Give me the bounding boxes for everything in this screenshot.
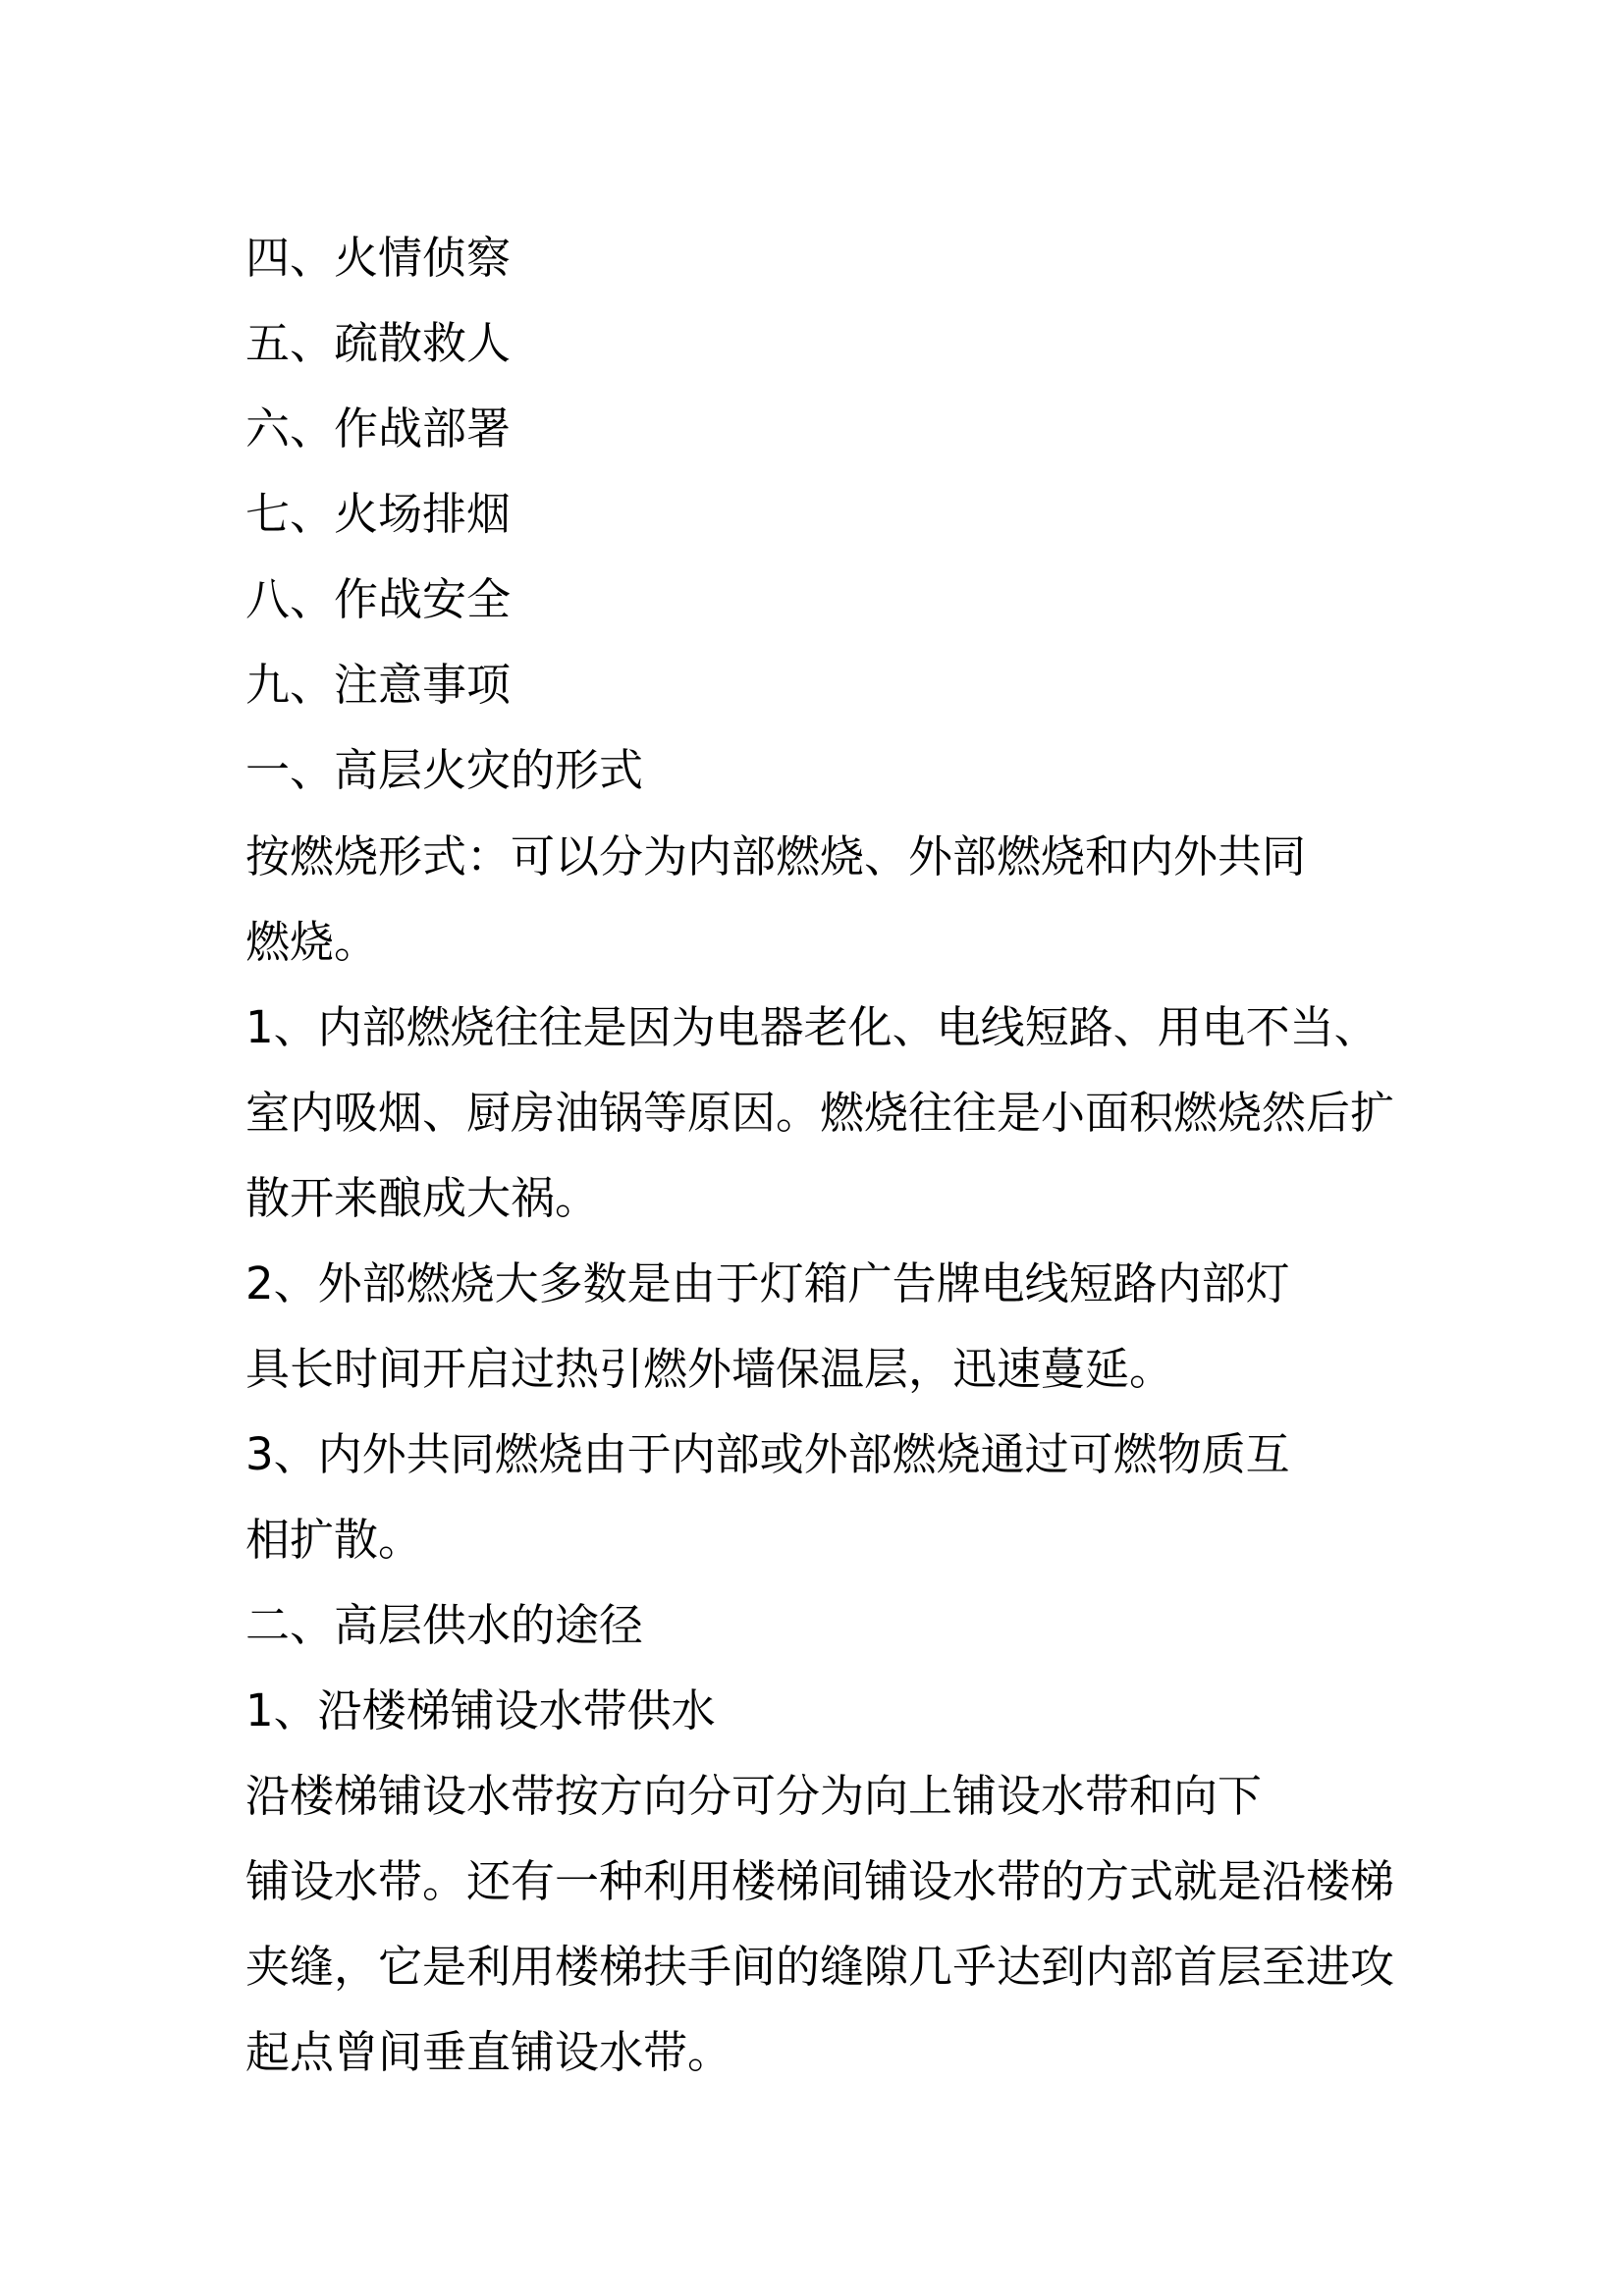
- outline-item-6: 六、作战部署: [245, 402, 512, 454]
- outline-item-7: 七、火场排烟: [245, 488, 512, 540]
- paragraph-line: 铺设水带。还有一种利用楼梯间铺设水带的方式就是沿楼梯: [245, 1855, 1395, 1907]
- outline-item-9: 九、注意事项: [245, 659, 512, 711]
- paragraph-line: 2、外部燃烧大多数是由于灯箱广告牌电线短路内部灯: [245, 1257, 1290, 1309]
- paragraph-line: 具长时间开启过热引燃外墙保温层，迅速蔓延。: [245, 1343, 1174, 1395]
- paragraph-line: 散开来酿成大祸。: [245, 1172, 600, 1224]
- paragraph-line: 1、内部燃烧往往是因为电器老化、电线短路、用电不当、: [245, 1001, 1379, 1053]
- outline-item-4: 四、火情侦察: [245, 232, 512, 284]
- paragraph-line: 夹缝，它是利用楼梯扶手间的缝隙几乎达到内部首层至进攻: [245, 1941, 1395, 1993]
- paragraph-line: 燃烧。: [245, 916, 379, 968]
- paragraph-line: 相扩散。: [245, 1514, 423, 1566]
- subheading-stair-hose: 1、沿楼梯铺设水带供水: [245, 1684, 716, 1736]
- outline-item-5: 五、疏散救人: [245, 317, 512, 369]
- outline-item-8: 八、作战安全: [245, 573, 512, 625]
- section-heading-water-supply: 二、高层供水的途径: [245, 1599, 644, 1651]
- paragraph-line: 按燃烧形式：可以分为内部燃烧、外部燃烧和内外共同: [245, 830, 1307, 882]
- section-heading-fire-forms: 一、高层火灾的形式: [245, 744, 644, 796]
- paragraph-line: 起点曾间垂直铺设水带。: [245, 2026, 732, 2078]
- paragraph-line: 沿楼梯铺设水带按方向分可分为向上铺设水带和向下: [245, 1770, 1263, 1822]
- paragraph-line: 3、内外共同燃烧由于内部或外部燃烧通过可燃物质互: [245, 1428, 1290, 1480]
- paragraph-line: 室内吸烟、厨房油锅等原因。燃烧往往是小面积燃烧然后扩: [245, 1087, 1395, 1139]
